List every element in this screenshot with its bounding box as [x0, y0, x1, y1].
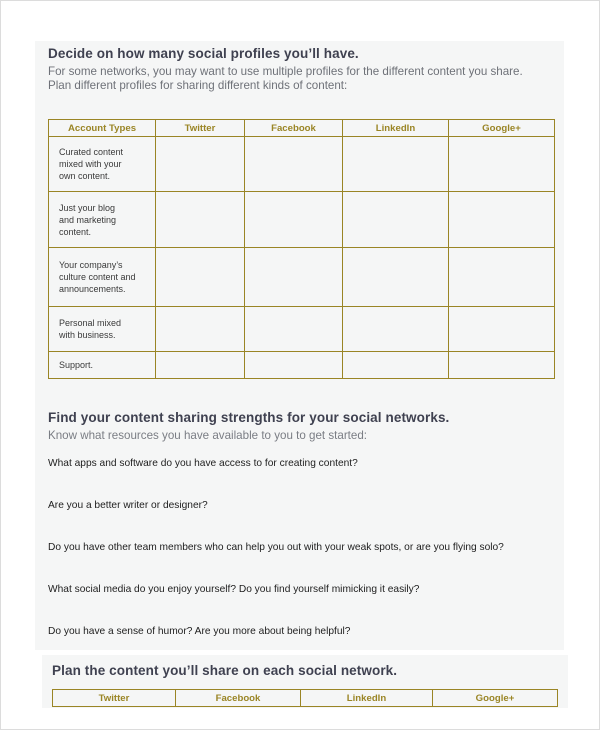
- cell-linkedin[interactable]: [343, 192, 449, 248]
- plan-content-table: [52, 689, 558, 707]
- question-item: Do you have other team members who can help you out with your weak spots, or are you flying solo?: [48, 542, 504, 553]
- table-row: [49, 352, 555, 379]
- account-type-label-line: announcements.: [59, 284, 126, 294]
- account-type-label-line: Curated content: [59, 147, 124, 157]
- cell-google-plus[interactable]: [449, 137, 555, 192]
- cell-linkedin[interactable]: [343, 248, 449, 307]
- account-type-label-line: Your company’s: [59, 260, 123, 270]
- question-item: What apps and software do you have access to for creating content?: [48, 458, 358, 469]
- header-google-plus: Google+: [449, 120, 555, 137]
- table-header-row: [49, 120, 555, 137]
- cell-facebook[interactable]: [245, 192, 343, 248]
- cell-linkedin[interactable]: [343, 137, 449, 192]
- header-twitter: Twitter: [156, 120, 245, 137]
- account-type-label-line: Support.: [59, 360, 94, 370]
- cell-twitter[interactable]: [156, 137, 245, 192]
- cell-twitter[interactable]: [156, 307, 245, 352]
- header-linkedin: LinkedIn: [343, 120, 449, 137]
- cell-google-plus[interactable]: [449, 248, 555, 307]
- account-type-label: [49, 137, 156, 192]
- question-item: Are you a better writer or designer?: [48, 500, 208, 511]
- cell-facebook[interactable]: [245, 352, 343, 379]
- cell-facebook[interactable]: [245, 307, 343, 352]
- section-profiles-subtitle-line2: Plan different profiles for sharing different kinds of content:: [48, 79, 348, 92]
- table-row: [49, 307, 555, 352]
- account-type-label-line: own content.: [59, 171, 111, 181]
- cell-facebook[interactable]: [245, 137, 343, 192]
- table-row: [49, 248, 555, 307]
- section-plan-title: Plan the content you’ll share on each social network.: [52, 663, 398, 678]
- header-google-plus: Google+: [433, 690, 558, 707]
- section-strengths-title: Find your content sharing strengths for your social networks.: [48, 410, 450, 425]
- header-facebook: Facebook: [176, 690, 301, 707]
- account-type-label-line: Just your blog: [59, 202, 116, 213]
- section-profiles-subtitle-line1: For some networks, you may want to use multiple profiles for the different content you share.: [48, 65, 523, 78]
- cell-twitter[interactable]: [156, 352, 245, 379]
- table-header-row: [53, 690, 558, 707]
- account-type-label: [49, 248, 156, 307]
- section-strengths-subtitle: Know what resources you have available to you to get started:: [48, 429, 368, 442]
- account-type-label: [49, 192, 156, 248]
- cell-linkedin[interactable]: [343, 352, 449, 379]
- header-twitter: Twitter: [53, 690, 176, 707]
- account-type-label-line: and marketing: [59, 214, 117, 225]
- account-type-label: [49, 307, 156, 352]
- account-types-table: [48, 119, 555, 379]
- header-account-types: Account Types: [49, 120, 156, 137]
- cell-facebook[interactable]: [245, 248, 343, 307]
- account-type-label-line: with business.: [59, 330, 116, 340]
- cell-linkedin[interactable]: [343, 307, 449, 352]
- header-facebook: Facebook: [245, 120, 343, 137]
- question-item: What social media do you enjoy yourself? Do you find yourself mimicking it easily?: [48, 584, 420, 595]
- account-type-label-line: content.: [59, 226, 92, 237]
- account-type-label-line: culture content and: [59, 272, 136, 282]
- question-item: Do you have a sense of humor? Are you more about being helpful?: [48, 626, 351, 637]
- cell-twitter[interactable]: [156, 248, 245, 307]
- account-type-label-line: Personal mixed: [59, 318, 122, 328]
- account-type-label: [49, 352, 156, 379]
- cell-twitter[interactable]: [156, 192, 245, 248]
- cell-google-plus[interactable]: [449, 307, 555, 352]
- table-row: [49, 192, 555, 248]
- cell-google-plus[interactable]: [449, 192, 555, 248]
- account-type-label-line: mixed with your: [59, 159, 122, 169]
- table-row: [49, 137, 555, 192]
- header-linkedin: LinkedIn: [301, 690, 433, 707]
- section-profiles-title: Decide on how many social profiles you’ll have.: [48, 46, 359, 61]
- cell-google-plus[interactable]: [449, 352, 555, 379]
